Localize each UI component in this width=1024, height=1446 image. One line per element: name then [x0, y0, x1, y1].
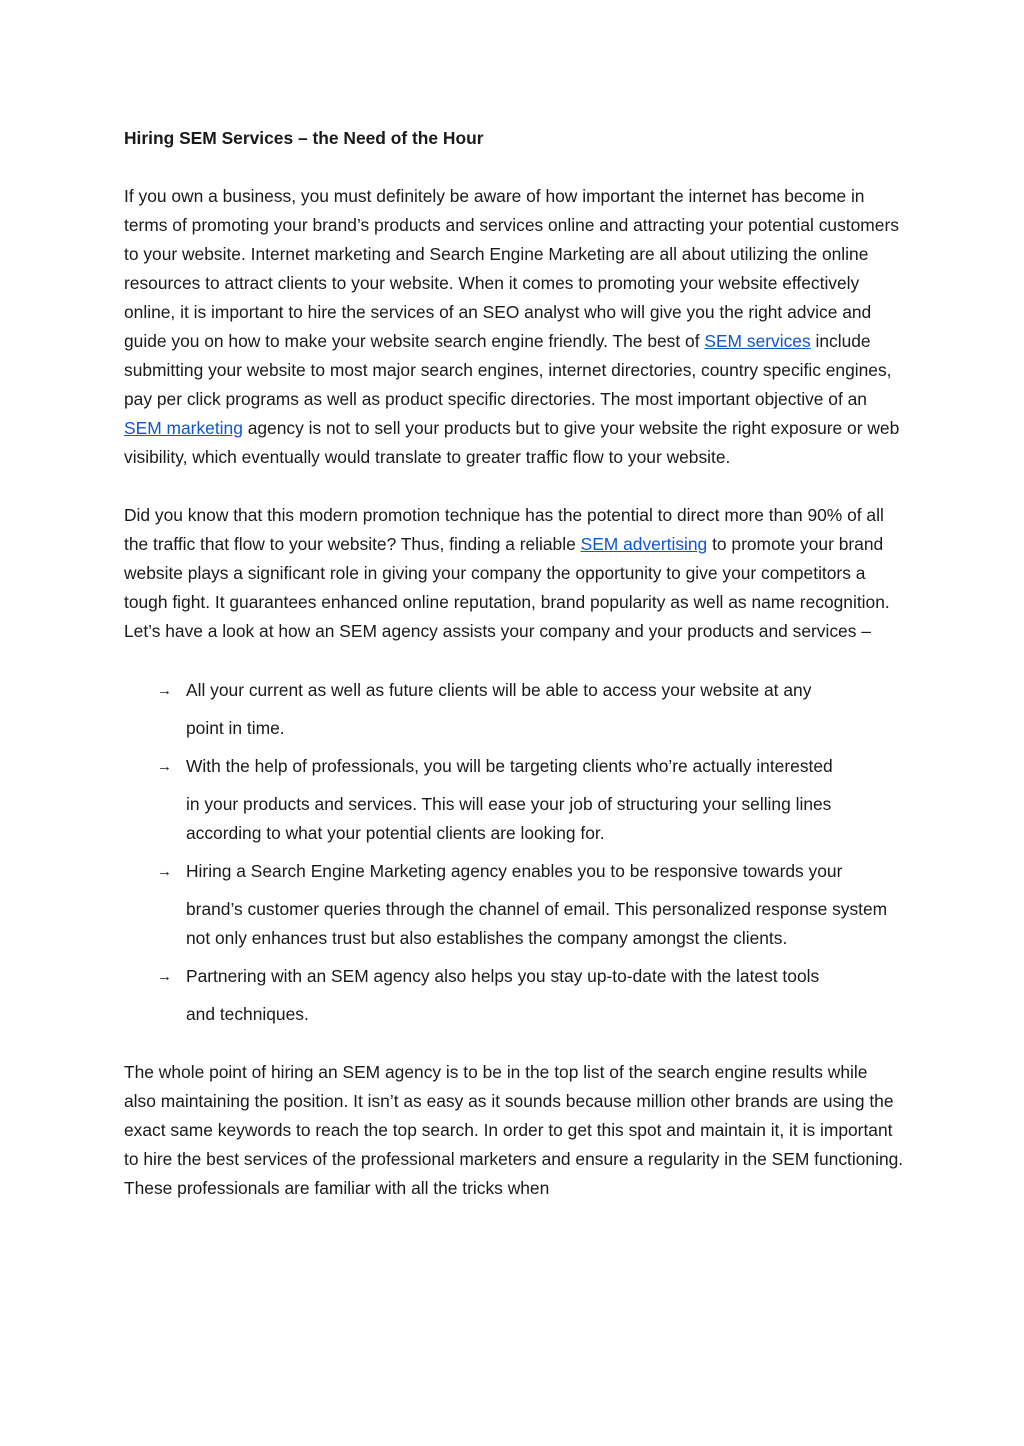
- sem-services-link[interactable]: SEM services: [704, 331, 811, 351]
- list-item-first-line: Partnering with an SEM agency also helps you stay up-to-date with the latest tools: [186, 966, 820, 986]
- list-item-first-line: All your current as well as future clients will be able to access your website at any: [186, 680, 812, 700]
- paragraph-conclusion: The whole point of hiring an SEM agency is to be in the top list of the search engine results while also maintaining the position. It isn’t as easy as it sounds because million other brands are using the exact same keywords to reach the top search. In order to get this spot and maintain it, it is important to hire the best services of the professional marketers and ensure a regularity in the SEM functioning. These professionals are familiar with all the tricks when: [124, 1062, 904, 1198]
- list-item: [124, 676, 904, 743]
- paragraph-intro: [124, 182, 904, 472]
- list-item-first-line: With the help of professionals, you will be targeting clients who’re actually interested: [186, 756, 833, 776]
- list-item: [124, 752, 904, 848]
- sem-advertising-link[interactable]: SEM advertising: [580, 534, 708, 554]
- list-item-rest: in your products and services. This will ease your job of structuring your selling lines according to what your potential clients are looking for.: [186, 794, 832, 843]
- list-item: [124, 962, 904, 1029]
- paragraph-text: Did you know that this modern promotion technique has the potential to direct more than 90% of all the traffic that flow to your website? Thus, finding a reliable: [124, 505, 884, 554]
- list-item-rest: and techniques.: [186, 1004, 309, 1024]
- benefits-list: [124, 646, 904, 1029]
- arrow-right-icon: →: [157, 682, 172, 699]
- paragraph-traffic: [124, 501, 904, 646]
- list-item-rest: brand’s customer queries through the channel of email. This personalized response system not only enhances trust but also establishes the company amongst the clients.: [186, 899, 888, 948]
- arrow-right-icon: →: [157, 968, 172, 985]
- paragraph-text: to promote your brand website plays a significant role in giving your company the opportunity to give your competitors a tough fight. It guarantees enhanced online reputation, brand popularity as well as name recognition. Let’s have a look at how an SEM agency assists your company and your products and services –: [124, 534, 890, 641]
- list-item: [124, 857, 904, 953]
- document-title: Hiring SEM Services – the Need of the Hour: [124, 128, 484, 148]
- list-item-first-line: Hiring a Search Engine Marketing agency enables you to be responsive towards your: [186, 861, 843, 881]
- list-item-rest: point in time.: [186, 718, 285, 738]
- arrow-right-icon: →: [157, 758, 172, 775]
- sem-marketing-link[interactable]: SEM marketing: [124, 418, 243, 438]
- paragraph-text: If you own a business, you must definitely be aware of how important the internet has become in terms of promoting your brand’s products and services online and attracting your potential customers to your website. Internet marketing and Search Engine Marketing are all about utilizing the online resources to attract clients to your website. When it comes to promoting your website effectively online, it is important to hire the services of an SEO analyst who will give you the right advice and guide you on how to make your website search engine friendly. The best of: [124, 186, 899, 351]
- paragraph-text: include submitting your website to most major search engines, internet directories, country specific engines, pay per click programs as well as product specific directories. The most important objective of an: [124, 331, 892, 409]
- paragraph-text: agency is not to sell your products but to give your website the right exposure or web visibility, which eventually would translate to greater traffic flow to your website.: [124, 418, 900, 467]
- document-page: [124, 124, 904, 1232]
- arrow-right-icon: →: [157, 863, 172, 880]
